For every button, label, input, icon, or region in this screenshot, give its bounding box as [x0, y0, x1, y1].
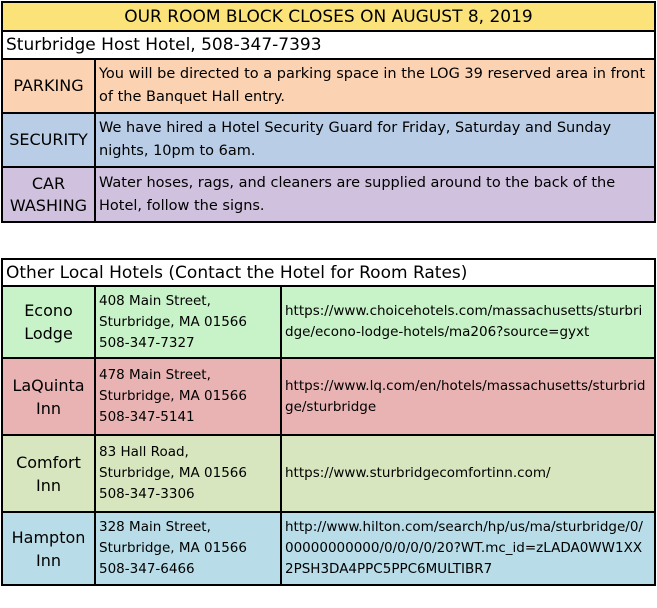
hotel-address: 478 Main Street, Sturbridge, MA 01566 508-347-5141	[95, 358, 281, 435]
info-label-security: SECURITY	[2, 113, 95, 167]
info-label-car-washing: CAR WASHING	[2, 167, 95, 222]
hotel-name: LaQuinta Inn	[2, 358, 95, 435]
hotel-url-link[interactable]: https://www.sturbridgecomfortinn.com/	[281, 435, 655, 512]
info-text-parking: You will be directed to a parking space in the LOG 39 reserved area in front of the Banquet Hall entry.	[95, 59, 655, 113]
room-block-table	[1, 1, 656, 223]
hotel-address: 83 Hall Road, Sturbridge, MA 01566 508-347-3306	[95, 435, 281, 512]
other-hotels-table	[1, 258, 656, 586]
info-label-parking: PARKING	[2, 59, 95, 113]
hotel-row	[2, 286, 655, 358]
info-text-security: We have hired a Hotel Security Guard for Friday, Saturday and Sunday nights, 10pm to 6am.	[95, 113, 655, 167]
other-hotels-heading: Other Local Hotels (Contact the Hotel for Room Rates)	[2, 259, 655, 286]
hotel-address: 328 Main Street, Sturbridge, MA 01566 508-347-6466	[95, 512, 281, 585]
hotel-row	[2, 512, 655, 585]
room-block-banner: OUR ROOM BLOCK CLOSES ON AUGUST 8, 2019	[2, 2, 655, 31]
info-row-security	[2, 113, 655, 167]
hotel-name: Hampton Inn	[2, 512, 95, 585]
hotel-url-link[interactable]: https://www.lq.com/en/hotels/massachusetts/sturbridge/sturbridge	[281, 358, 655, 435]
host-hotel-line: Sturbridge Host Hotel, 508-347-7393	[2, 31, 655, 59]
hotel-row	[2, 435, 655, 512]
hotel-name: Comfort Inn	[2, 435, 95, 512]
hotel-address: 408 Main Street, Sturbridge, MA 01566 508-347-7327	[95, 286, 281, 358]
info-text-car-washing: Water hoses, rags, and cleaners are supplied around to the back of the Hotel, follow the signs.	[95, 167, 655, 222]
hotel-url-link[interactable]: https://www.choicehotels.com/massachusetts/sturbridge/econo-lodge-hotels/ma206?source=gyxt	[281, 286, 655, 358]
hotel-url-link[interactable]: http://www.hilton.com/search/hp/us/ma/sturbridge/0/00000000000/0/0/0/0/20?WT.mc_id=zLADA0WW1XX2PSH3DA4PPC5PPC6MULTIBR7	[281, 512, 655, 585]
info-row-parking	[2, 59, 655, 113]
hotel-row	[2, 358, 655, 435]
hotel-name: Econo Lodge	[2, 286, 95, 358]
info-row-car-washing	[2, 167, 655, 222]
